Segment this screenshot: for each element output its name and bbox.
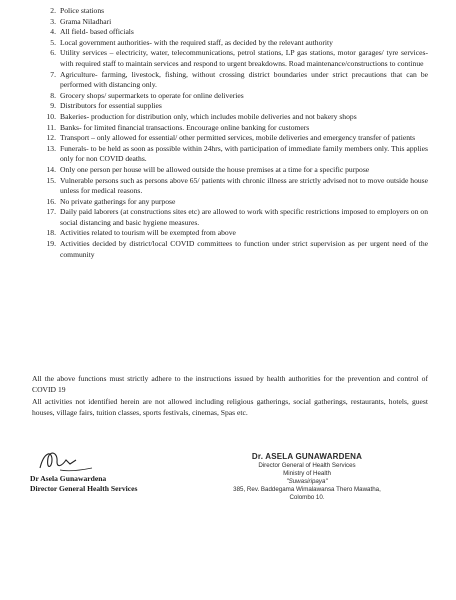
list-item xyxy=(32,27,428,38)
list-item xyxy=(32,91,428,102)
list-item-number: 8. xyxy=(50,90,56,100)
official-stamp xyxy=(222,452,392,502)
list-item-number: 14. xyxy=(46,164,56,174)
not-allowed-note: All activities not identified herein are not allowed including religious gatherings, social gatherings, restaurants, hotels, guest houses, village fairs, tuition classes, sports festivals, cinemas, Spas etc. xyxy=(32,397,428,417)
stamp-city: Colombo 10. xyxy=(289,494,325,501)
stamp-ministry: Ministry of Health xyxy=(283,470,331,477)
list-item-number: 17. xyxy=(46,207,56,217)
list-item-number: 2. xyxy=(50,6,56,15)
list-item xyxy=(32,165,428,176)
list-item-text: Only one person per house will be allowed outside the house premises at a time for a specific purpose xyxy=(60,164,370,174)
list-item-text: Activities related to tourism will be exempted from above xyxy=(60,228,236,238)
list-item-number: 18. xyxy=(46,228,56,238)
list-item-number: 5. xyxy=(50,37,56,47)
list-item-number: 19. xyxy=(46,239,56,249)
list-item-text: Transport – only allowed for essential/ other permitted services, mobile deliveries and emergency transfer of patients xyxy=(60,133,416,143)
list-item xyxy=(32,144,428,165)
list-item-number: 15. xyxy=(46,175,56,185)
list-item xyxy=(32,101,428,112)
list-item-text: All field- based officials xyxy=(60,27,134,37)
permitted-services-list xyxy=(32,6,428,260)
closing-notes xyxy=(32,374,428,420)
list-item xyxy=(32,48,428,69)
list-item-number: 3. xyxy=(50,16,56,26)
list-item-text: Utility services – electricity, water, telecommunications, petrol stations, LP gas stations, motor garages/ tyre services- with required staff to maintain services and respond to urgent breakdowns. Road maintenance/constructions to continue xyxy=(60,48,428,68)
list-item-text: Daily paid laborers (at constructions sites etc) are allowed to work with specific restrictions imposed to employers on on social distancing and basic hygiene measures. xyxy=(60,207,428,227)
stamp-building: "Suwasiripaya" xyxy=(286,478,328,485)
list-item xyxy=(32,176,428,197)
list-item-text: No private gatherings for any purpose xyxy=(60,196,176,206)
list-item-number: 12. xyxy=(46,133,56,143)
list-item-number: 9. xyxy=(50,101,56,111)
list-item xyxy=(32,112,428,123)
list-item-number: 16. xyxy=(46,196,56,206)
list-item xyxy=(32,133,428,144)
list-item-text: Activities decided by district/local COVID committees to function under strict supervision as per urgent need of the community xyxy=(60,239,428,259)
list-item-number: 6. xyxy=(50,48,56,58)
signatory-role: Director General Health Services xyxy=(30,484,138,493)
list-item xyxy=(32,17,428,28)
list-item-text: Grama Niladhari xyxy=(60,16,112,26)
list-item-text: Agriculture- farming, livestock, fishing, without crossing district boundaries under strict precautions that can be performed with distancing only. xyxy=(60,69,428,90)
stamp-title: Director General of Health Services xyxy=(258,462,356,469)
list-item-text: Vulnerable persons such as persons above 65/ patients with chronic illness are strictly advised not to move outside house unless for medical reasons. xyxy=(60,175,428,196)
list-item xyxy=(32,228,428,239)
list-item-text: Local government authorities- with the required staff, as decided by the relevant authority xyxy=(60,37,333,47)
list-item-number: 7. xyxy=(50,69,56,79)
list-item-number: 11. xyxy=(46,122,56,132)
list-item-text: Banks- for limited financial transactions. Encourage online banking for customers xyxy=(60,122,310,132)
list-item xyxy=(32,123,428,134)
list-item-text: Bakeries- production for distribution only, which includes mobile deliveries and not bakery shops xyxy=(60,111,357,121)
list-item-number: 10. xyxy=(46,111,56,121)
stamp-address: 385, Rev. Baddegama Wimalawansa Thero Mawatha, xyxy=(233,486,381,493)
list-item-text: Grocery shops/ supermarkets to operate for online deliveries xyxy=(60,90,244,100)
list-item-text: Funerals- to be held as soon as possible within 24hrs, with participation of immediate family members only. This applies only for non COVID deaths. xyxy=(60,143,428,164)
list-item-number: 4. xyxy=(50,27,56,37)
adherence-note: All the above functions must strictly adhere to the instructions issued by health authorities for the prevention and control of COVID 19 xyxy=(32,374,428,394)
list-item xyxy=(32,6,428,17)
signature-block xyxy=(30,446,210,494)
handwritten-signature xyxy=(30,446,100,474)
list-item-text: Police stations xyxy=(60,6,105,15)
list-item xyxy=(32,197,428,208)
list-item xyxy=(32,70,428,91)
signatory-name: Dr Asela Gunawardena xyxy=(30,474,107,483)
list-item xyxy=(32,38,428,49)
list-item-text: Distributors for essential supplies xyxy=(60,101,162,111)
list-item xyxy=(32,239,428,260)
list-item xyxy=(32,207,428,228)
list-item-number: 13. xyxy=(46,143,56,153)
stamp-name: Dr. ASELA GUNAWARDENA xyxy=(251,452,363,461)
